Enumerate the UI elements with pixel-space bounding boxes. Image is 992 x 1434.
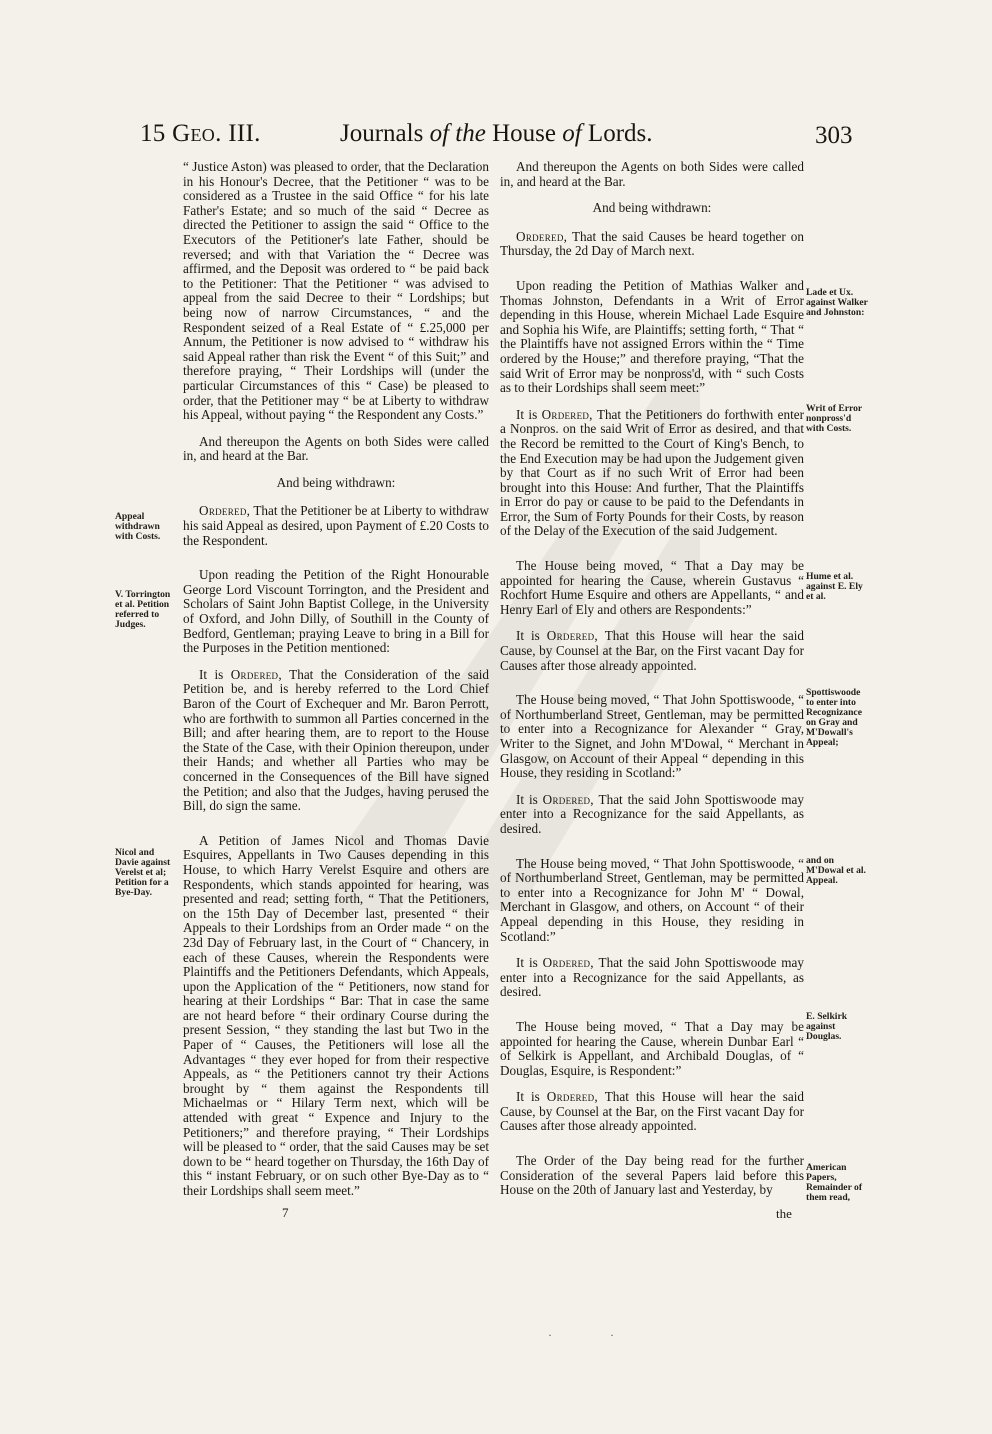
order-text: That the said John Spottiswoode may enter into a Recognizance for the said Appellants, as desired. bbox=[500, 955, 804, 1000]
order-text: That this House will hear the said Cause, by Counsel at the Bar, on the First vacant Day for Causes after those already appointed. bbox=[500, 628, 804, 673]
agents-called-in: And thereupon the Agents on both Sides were called in, and heard at the Bar. bbox=[500, 159, 804, 189]
it-is: It is bbox=[516, 1089, 547, 1105]
ordered-word: Ordered, bbox=[230, 666, 282, 682]
title-part: of the bbox=[429, 120, 486, 147]
title-part: Journals bbox=[340, 120, 424, 147]
ink-speck: · bbox=[548, 1328, 552, 1342]
it-is: It is bbox=[516, 791, 543, 807]
journal-title bbox=[340, 120, 653, 148]
margin-note-selkirk: E. Selkirk against Douglas. bbox=[806, 1011, 848, 1042]
margin-note-appeal-withdrawn: Appeal withdrawn with Costs. bbox=[115, 511, 161, 542]
margin-note-mdowal: and on M'Dowal et al. Appeal. bbox=[806, 855, 866, 886]
margin-note-torrington: V. Torrington et al. Petition referred to Judges. bbox=[115, 589, 171, 630]
right-column bbox=[500, 160, 804, 1210]
ordered-word: Ordered, bbox=[546, 1089, 599, 1105]
session-year: 15 Geo. III. bbox=[140, 120, 261, 147]
order-referred-judges bbox=[183, 668, 489, 814]
margin-note-spottiswoode: Spottiswoode to enter into Recognizance on Gray and M'Dowall's Appeal; bbox=[806, 687, 862, 748]
page-number: 303 bbox=[815, 122, 853, 149]
agents-called-in: And thereupon the Agents on both Sides were called in, and heard at the Bar. bbox=[183, 433, 489, 464]
ordered-word: Ordered, bbox=[541, 406, 593, 422]
order-nonpros bbox=[500, 408, 804, 539]
signature-mark: 7 bbox=[282, 1205, 289, 1220]
ordered-word: Ordered, bbox=[199, 503, 251, 519]
title-part: House bbox=[492, 120, 556, 147]
ink-speck: · bbox=[610, 1328, 614, 1342]
order-selkirk-hearing bbox=[500, 1090, 804, 1134]
margin-note-hume: Hume et al. against E. Ely et al. bbox=[806, 571, 863, 602]
walker-petition: Upon reading the Petition of Mathias Walker and Thomas Johnston, Defendants in a Writ of Error depending in this House, wherein Michael Lade Esquire and Sophia his Wife, are Plaintiffs; setting forth, “ That “ the Plaintiffs have not assigned Errors within the “ Time ordered by the House;” and therefore praying, “That the said Writ of Error may be nonpross'd, with “ such Costs as to their Lordships shall seem meet:” bbox=[500, 277, 804, 396]
left-column bbox=[183, 160, 489, 1211]
torrington-petition: Upon reading the Petition of the Right Honourable George Lord Viscount Torrington, and the President and Scholars of Saint John Baptist College, in the University of Oxford, and John Dilly, of Southill in the County of Bedford, Gentleman; praying Leave to bring in a Bill for the Purposes in the Petition mentioned: bbox=[183, 567, 489, 656]
ordered-word: Ordered, bbox=[542, 791, 594, 807]
order-text: That the Consideration of the said Petition be, and is hereby referred to the Lord Chief Baron of the Court of Exchequer and Mr. Baron Perrott, who are forthwith to summon all Parties concerned in the Bill; and after hearing them, are to report to the House the State of the Case, with their Opinion thereupon, under their Hands; and whether all Parties who may be concerned in the Consequences of the Bill have signed the Petition; and also that the Judges, having perused the Bill, do sign the same. bbox=[183, 666, 489, 814]
order-spottiswoode-2 bbox=[500, 956, 804, 1000]
ordered-word: Ordered, bbox=[516, 228, 568, 244]
margin-note-lade: Lade et Ux. against Walker and Johnston: bbox=[806, 287, 868, 318]
it-is: It is bbox=[516, 955, 543, 971]
nicol-petition: A Petition of James Nicol and Thomas Davie Esquires, Appellants in Two Causes depending in this House, to which Harry Verelst Esquire and others are Respondents, which stands appointed for hearing, was presented and read; setting forth, “ That the Petitioners, on the 15th Day of December last, presented “ their Appeals to their Lordships from an Order made “ on the 23d Day of February last, in the Court of “ Chancery, in each of these Causes, wherein the Respondents were Plaintiffs and the Petitioners Defendants, which Appeals, upon the Application of the “ Petitioners, now stand for hearing at their Lordships “ Bar: That in case the same are not heard before “ their ordinary Course during the present Session, “ they standing the last but Two in the Paper of “ Causes, the Petitioners will lose all the Advantages “ they ever hoped for from their respective Appeals, as “ the Petitioners cannot try their Actions brought by “ them against the Respondents till Michaelmas or “ Hilary Term next, which will be attended with great “ Expence and Injury to the Petitioners;” and therefore praying, “ Their Lordships will be pleased to “ order, that the said Causes may be set down to be “ heard together on Thursday, the 16th Day of this “ instant February, or on such other Bye-Day as to “ their Lordships shall seem meet.” bbox=[183, 832, 489, 1198]
it-is: It is bbox=[516, 406, 542, 422]
title-part: Lords. bbox=[587, 120, 653, 147]
ordered-word: Ordered, bbox=[546, 628, 599, 644]
order-spottiswoode-1 bbox=[500, 793, 804, 837]
order-text: That this House will hear the said Cause, by Counsel at the Bar, on the First vacant Day for Causes after those already appointed. bbox=[500, 1089, 804, 1134]
american-papers-order: The Order of the Day being read for the further Consideration of the several Papers laid before this House on the 20th of January last and Yesterday, by bbox=[500, 1153, 804, 1198]
margin-note-nonpros: Writ of Error nonpross'd with Costs. bbox=[806, 403, 862, 434]
title-part: of bbox=[562, 120, 582, 147]
withdrawn-heading: And being withdrawn: bbox=[276, 474, 396, 490]
ordered-word: Ordered, bbox=[542, 955, 594, 971]
margin-note-nicol: Nicol and Davie against Verelst et al; Petition for a Bye-Day. bbox=[115, 847, 171, 898]
spottiswoode-motion-2: The House being moved, “ That John Spottiswoode, “ of Northumberland Street, Gentleman, may be permitted to enter into a Recognizance for John M' “ Dowal, Merchant in Glasgow, and others, on Account “ of their Appeal depending in this House, they residing in Scotland:” bbox=[500, 855, 804, 944]
petition-continuation: “ Justice Aston) was pleased to order, that the Declaration in his Honour's Decree, that the Petitioner “ was to be considered as a Trustee in the said Office “ for his late Father's Estate; and so much of the said “ Decree as directed the Petitioner to assign the said “ Office to the Executors of the Petitioner's late Father, should be reversed; and with that Variation the “ Decree was affirmed, and the Deposit was ordered to “ be paid back to the Petitioner: That the Petitioner “ was advised to appeal from the said Decree to their “ Lordships; but being now of narrow Circumstances, “ and the Respondent seized of a Real Estate of “ £.25,000 per Annum, the Petitioner is now advised to “ withdraw his said Appeal rather than risk the Event “ of this Suit;” and therefore praying, “ Their Lordships will (under the particular Circumstances of this “ Case) be pleased to order, that the Petitioner may “ be at Liberty to withdraw his Appeal, without paying “ the Respondent any Costs.” bbox=[183, 159, 489, 423]
order-withdraw-appeal bbox=[183, 504, 489, 548]
page-header bbox=[0, 120, 992, 160]
spottiswoode-motion-1: The House being moved, “ That John Spottiswoode, “ of Northumberland Street, Gentleman, may be permitted to enter into a Recognizance for Alexander “ Gray, Writer to the Signet, and John M'Dowal, “ Merchant in Glasgow, on Account of their Appeal “ depending in this House, they residing in Scotland:” bbox=[500, 692, 804, 781]
order-text: That the said John Spottiswoode may enter into a Recognizance for the said Appellants, as desired. bbox=[500, 791, 804, 836]
order-hume-hearing bbox=[500, 629, 804, 673]
order-text: That the Petitioners do forthwith enter a Nonpros. on the said Writ of Error as desired, and that the Record be remitted to the Court of King's Bench, to the End Execution may be had upon the Judgement given by that Court as if no such Writ of Error had been brought into this House: And further, That the Plaintiffs in Error do pay or cause to be paid to the Defendants in Error, the Sum of Forty Pounds for their Costs, by reason of the Delay of the Execution of the said Judgement. bbox=[500, 406, 804, 539]
order-causes-heard bbox=[500, 230, 804, 259]
margin-note-american: American Papers, Remainder of them read, bbox=[806, 1162, 863, 1203]
it-is: It is bbox=[199, 666, 231, 682]
order-text: That the Petitioner be at Liberty to withdraw his said Appeal as desired, upon Payment of £.20 Costs to the Respondent. bbox=[183, 503, 489, 548]
it-is: It is bbox=[516, 628, 547, 644]
withdrawn-heading: And being withdrawn: bbox=[592, 200, 712, 216]
selkirk-motion: The House being moved, “ That a Day may be appointed for hearing the Cause, wherein Dunbar Earl “ of Selkirk is Appellant, and Archibald Douglas, of “ Douglas, Esquire, is Respondent:” bbox=[500, 1018, 804, 1078]
order-text: That the said Causes be heard together on Thursday, the 2d Day of March next. bbox=[500, 228, 804, 259]
catchword: the bbox=[776, 1206, 792, 1221]
hume-motion: The House being moved, “ That a Day may be appointed for hearing the Cause, wherein Gustavus “ Rochfort Hume Esquire and others are Appellants, “ and Henry Earl of Ely and others are Respondents:” bbox=[500, 558, 804, 617]
